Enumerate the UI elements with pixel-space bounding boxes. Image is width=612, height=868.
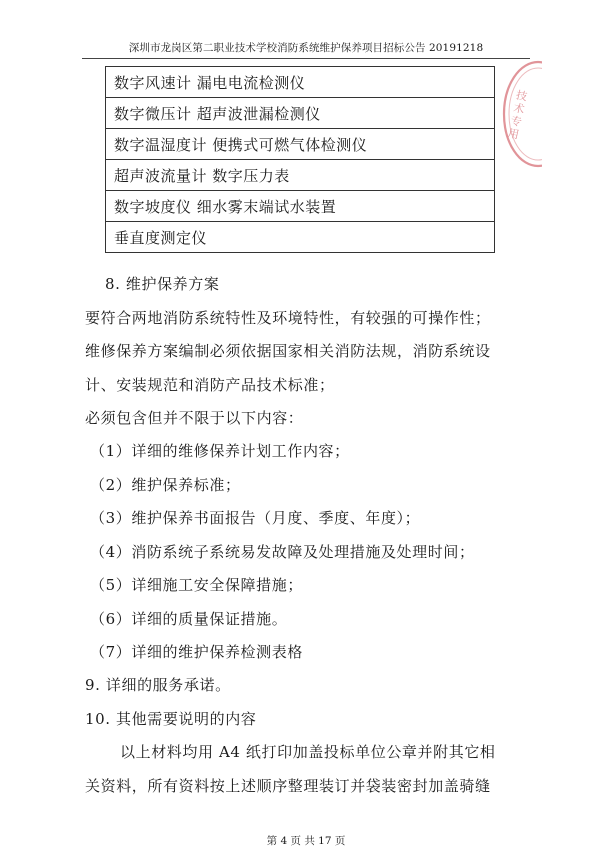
table-cell: 数字温湿度计 便携式可燃气体检测仪 [106,129,495,160]
table-row [106,191,495,222]
closing-paragraph-line1: 以上材料均用 A4 纸打印加盖投标单位公章并附其它相 [120,743,496,761]
table-cell: 数字微压计 超声波泄漏检测仪 [106,98,495,129]
list-item: （7）详细的维护保养检测表格 [90,643,303,661]
seal-stamp-text: 技术专用 [506,88,529,142]
page-header: 深圳市龙岗区第二职业技术学校消防系统维护保养项目招标公告 20191218 [128,42,484,54]
table-row [106,67,495,98]
paragraph-regulations-line2: 计、安装规范和消防产品技术标准； [85,376,335,394]
header-divider [82,58,530,59]
table-row [106,129,495,160]
section-8-heading: 8. 维护保养方案 [105,275,220,293]
table-row [106,160,495,191]
list-item: （4）消防系统子系统易发故障及处理措施及处理时间； [90,543,475,561]
list-item: （3）维护保养书面报告（月度、季度、年度）； [90,509,421,527]
table-row [106,98,495,129]
table-row [106,222,495,253]
list-item: （6）详细的质量保证措施。 [90,610,288,628]
equipment-table [105,66,495,253]
table-cell: 数字风速计 漏电电流检测仪 [106,67,495,98]
list-item: （1）详细的维修保养计划工作内容； [90,442,350,460]
table-cell: 超声波流量计 数字压力表 [106,160,495,191]
table-cell: 垂直度测定仪 [106,222,495,253]
list-item: （2）维护保养标准； [90,476,241,494]
paragraph-operability: 要符合两地消防系统特性及环境特性，有较强的可操作性； [85,309,491,327]
section-10-heading: 10. 其他需要说明的内容 [85,710,257,728]
list-item: （5）详细施工安全保障措施； [90,576,303,594]
table-cell: 数字坡度仪 细水雾末端试水装置 [106,191,495,222]
paragraph-must-include: 必须包含但并不限于以下内容： [85,409,304,427]
page-number: 第 4 页 共 17 页 [266,835,346,847]
paragraph-regulations-line1: 维修保养方案编制必须依据国家相关消防法规，消防系统设 [85,342,491,360]
seal-stamp [488,54,542,174]
section-9-heading: 9. 详细的服务承诺。 [85,676,231,694]
closing-paragraph-line2: 关资料，所有资料按上述顺序整理装订并袋装密封加盖骑缝 [85,777,491,795]
